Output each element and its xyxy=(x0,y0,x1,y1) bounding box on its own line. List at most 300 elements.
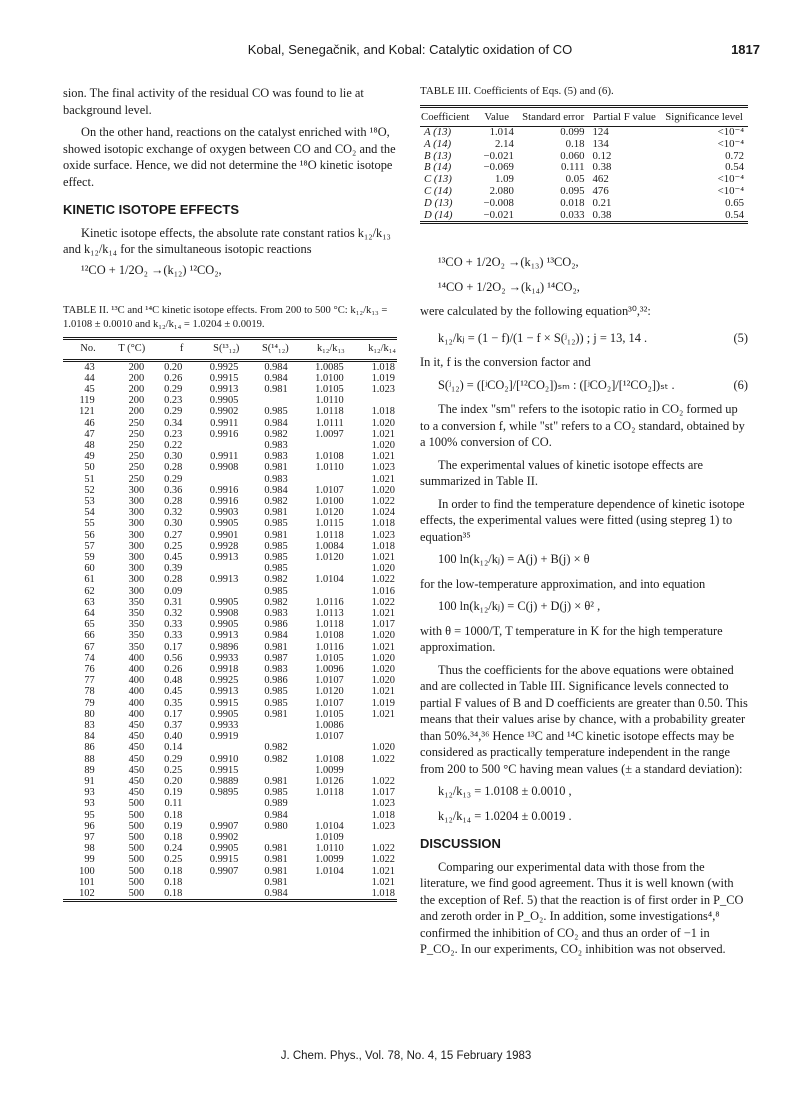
table-cell: 0.38 xyxy=(592,161,612,174)
table-row xyxy=(63,877,397,888)
table-cell: 0.24 xyxy=(164,843,183,855)
table-row xyxy=(63,586,397,597)
table-cell: 0.984 xyxy=(264,809,288,821)
table-cell: 0.22 xyxy=(164,439,183,451)
table-row xyxy=(63,854,397,865)
table-cell: 0.984 xyxy=(264,417,288,429)
table-cell: 0.36 xyxy=(164,484,183,496)
table-cell: 0.26 xyxy=(164,663,183,675)
table-cell: 0.9919 xyxy=(209,731,239,743)
table-cell: 43 xyxy=(84,361,95,373)
table-cell: 1.018 xyxy=(371,888,395,900)
table-cell: 0.9902 xyxy=(209,406,239,418)
table-row xyxy=(63,720,397,731)
table-cell: 64 xyxy=(84,607,95,619)
table-cell: 0.33 xyxy=(164,619,183,631)
table-iii-header-cell: Standard error xyxy=(522,110,585,123)
table-cell: 0.981 xyxy=(264,854,288,866)
table-cell: 102 xyxy=(79,888,95,900)
table-cell: 0.25 xyxy=(164,540,183,552)
table-cell: 250 xyxy=(128,439,145,451)
table-cell: 0.982 xyxy=(264,742,288,754)
table-cell: −0.069 xyxy=(483,161,514,174)
table-cell: 0.18 xyxy=(164,809,183,821)
table-cell: 60 xyxy=(84,563,95,575)
table-cell: 1.0086 xyxy=(315,720,344,731)
table-cell: 0.982 xyxy=(264,495,288,507)
table-row xyxy=(63,462,397,473)
table-cell: 91 xyxy=(84,776,95,788)
table-cell: 0.18 xyxy=(164,832,183,844)
table-cell: 95 xyxy=(84,809,95,821)
table-cell: 1.022 xyxy=(371,776,395,788)
table-cell: 98 xyxy=(84,843,95,855)
table-cell: 350 xyxy=(128,619,145,631)
table-row xyxy=(63,754,397,765)
table-cell: 0.9925 xyxy=(209,361,239,373)
table-cell: 0.25 xyxy=(164,854,183,866)
equation-reaction-13: ¹³CO + 1/2O₂ →(k₁₃) ¹³CO₂, xyxy=(438,255,579,270)
table-cell xyxy=(346,765,397,776)
table-cell: 0.31 xyxy=(164,596,183,608)
table-cell: 0.32 xyxy=(164,507,183,519)
table-cell: 62 xyxy=(84,585,95,597)
table-cell: B (13) xyxy=(424,149,452,162)
table-cell: 400 xyxy=(128,708,145,720)
table-cell: 0.985 xyxy=(264,585,288,597)
table-cell: 86 xyxy=(84,742,95,754)
table-cell: 1.0105 xyxy=(315,708,344,720)
table-cell: 1.020 xyxy=(371,742,395,754)
table-cell: 0.18 xyxy=(164,865,183,877)
equation-reaction-14: ¹⁴CO + 1/2O₂ →(k₁₄) ¹⁴CO₂, xyxy=(438,279,580,294)
table-cell: 0.989 xyxy=(264,798,288,810)
table-cell: 119 xyxy=(79,395,95,407)
table-cell xyxy=(184,563,240,574)
table-cell: 0.981 xyxy=(264,776,288,788)
table-cell: 1.023 xyxy=(371,820,395,832)
table-cell xyxy=(290,888,346,901)
table-row xyxy=(63,496,397,507)
table-cell: 0.984 xyxy=(264,361,288,373)
table-cell: 1.014 xyxy=(489,126,514,138)
table-cell: 0.981 xyxy=(264,843,288,855)
paragraph-calculated-by: were calculated by the following equation³⁰,³²: xyxy=(420,304,651,319)
journal-footer: J. Chem. Phys., Vol. 78, No. 4, 15 February 1983 xyxy=(280,1050,532,1062)
table-cell: 500 xyxy=(128,876,145,888)
table-cell xyxy=(346,720,397,731)
table-row xyxy=(63,731,397,742)
table-cell: 0.982 xyxy=(264,753,288,765)
table-cell: 0.19 xyxy=(164,787,183,799)
table-cell xyxy=(184,798,240,809)
table-cell: 83 xyxy=(84,720,95,731)
table-cell: 1.0115 xyxy=(315,518,344,530)
table-cell: 0.984 xyxy=(264,484,288,496)
table-cell: 0.40 xyxy=(164,731,183,743)
table-cell: 1.022 xyxy=(371,596,395,608)
table-cell: 0.9918 xyxy=(209,663,239,675)
table-cell: 1.0118 xyxy=(315,619,344,631)
table-cell: 0.9915 xyxy=(209,697,239,709)
table-cell: 500 xyxy=(128,820,145,832)
table-cell: 0.9895 xyxy=(209,787,239,799)
table-cell: 0.28 xyxy=(164,462,183,474)
table-row xyxy=(63,395,397,406)
table-cell xyxy=(346,832,397,843)
table-cell: 1.0099 xyxy=(315,854,344,866)
table-cell: 0.981 xyxy=(264,507,288,519)
table-cell: 1.024 xyxy=(371,507,395,519)
table-cell: 1.022 xyxy=(371,854,395,866)
table-cell: 0.72 xyxy=(725,149,744,162)
table-cell: 52 xyxy=(84,484,95,496)
table-cell: 350 xyxy=(128,607,145,619)
table-cell: 300 xyxy=(128,507,145,519)
table-cell: 74 xyxy=(84,652,95,664)
table-cell: 0.9928 xyxy=(209,540,239,552)
table-cell: 1.0108 xyxy=(315,630,344,642)
table-cell: 0.982 xyxy=(264,574,288,586)
table-cell: 0.17 xyxy=(164,641,183,653)
table-cell: 0.982 xyxy=(264,428,288,440)
table-cell: 1.0100 xyxy=(315,495,344,507)
table-row xyxy=(63,619,397,630)
table-cell: 0.981 xyxy=(264,462,288,474)
table-cell: 63 xyxy=(84,596,95,608)
table-cell: 1.0107 xyxy=(315,484,344,496)
table-cell: 0.983 xyxy=(264,663,288,675)
table-row xyxy=(63,742,397,753)
table-cell: 0.9911 xyxy=(210,451,239,463)
table-cell: 0.35 xyxy=(164,697,183,709)
left-column xyxy=(63,85,397,902)
table-cell: 0.980 xyxy=(264,820,288,832)
table-cell: 1.021 xyxy=(371,876,395,888)
table-cell: 450 xyxy=(128,776,145,788)
table-cell: 0.05 xyxy=(565,173,585,186)
table-row xyxy=(63,843,397,854)
table-cell xyxy=(290,474,346,485)
table-cell: 44 xyxy=(84,372,95,384)
table-cell: 0.32 xyxy=(164,607,183,619)
table-cell: 0.9903 xyxy=(209,507,239,519)
table-row xyxy=(63,552,397,563)
table-cell xyxy=(184,888,240,901)
table-cell: 0.033 xyxy=(560,208,585,221)
table-row xyxy=(420,127,748,139)
table-iii xyxy=(420,105,748,225)
table-cell: 1.017 xyxy=(371,619,395,631)
table-cell xyxy=(290,877,346,888)
table-cell: 66 xyxy=(84,630,95,642)
table-row xyxy=(63,451,397,462)
table-cell: 93 xyxy=(84,787,95,799)
table-cell: 350 xyxy=(128,641,145,653)
table-iii-header-cell: Significance level xyxy=(665,110,743,123)
table-cell: 45 xyxy=(84,383,95,395)
table-cell: 0.987 xyxy=(264,652,288,664)
table-cell: 1.018 xyxy=(371,540,395,552)
table-cell: 0.9913 xyxy=(209,686,239,698)
table-cell: 300 xyxy=(128,540,145,552)
table-row xyxy=(63,798,397,809)
table-ii-header-cell: S(¹⁴₁₂) xyxy=(262,343,289,354)
right-column xyxy=(420,85,748,958)
table-cell: 300 xyxy=(128,585,145,597)
paragraph-coefficients: Thus the coefficients for the above equations were obtained and are collected in Table III. Significance levels connected to partial F values of B and D coefficients are greater than 0.50. This means that their values arise by chance, with a probability greater than 50%.³⁴,³⁶ Hence ¹³C and ¹⁴C kinetic isotope effects may be considered as practically temperature independent in the range from 200 to 500 °C having mean values (± a standard deviation): xyxy=(420,662,748,776)
table-cell: 1.0116 xyxy=(315,641,344,653)
table-row xyxy=(63,474,397,485)
table-cell: 0.985 xyxy=(264,697,288,709)
table-cell: 59 xyxy=(84,551,95,563)
table-cell: 0.9925 xyxy=(209,675,239,687)
running-header xyxy=(0,42,812,62)
table-cell: <10⁻⁴ xyxy=(717,173,744,186)
table-cell: 0.29 xyxy=(164,473,183,485)
table-cell: 1.0116 xyxy=(315,596,344,608)
paragraph-low-temperature: for the low-temperature approximation, and into equation xyxy=(420,576,706,591)
table-cell: 0.984 xyxy=(264,372,288,384)
table-cell: 500 xyxy=(128,798,145,810)
table-cell: 400 xyxy=(128,652,145,664)
table-cell: 0.54 xyxy=(725,161,744,174)
table-cell: 450 xyxy=(128,753,145,765)
table-cell: 0.018 xyxy=(560,196,585,209)
table-cell: 1.021 xyxy=(371,641,395,653)
table-cell: 78 xyxy=(84,686,95,698)
paragraph-in-it: In it, f is the conversion factor and xyxy=(420,355,591,370)
table-cell: 1.016 xyxy=(371,585,395,597)
table-ii-header-cell: T (°C) xyxy=(118,343,146,354)
table-cell: 101 xyxy=(79,876,95,888)
table-cell: −0.008 xyxy=(483,196,514,209)
table-cell: 1.0107 xyxy=(315,731,344,743)
table-cell xyxy=(240,395,289,406)
table-cell: 1.020 xyxy=(371,663,395,675)
table-cell: 1.0097 xyxy=(315,428,344,440)
table-cell: 1.0113 xyxy=(315,607,344,619)
table-cell: 1.0126 xyxy=(315,776,344,788)
page-number: 1817 xyxy=(731,42,760,57)
table-cell: 200 xyxy=(128,395,145,407)
table-cell: 0.56 xyxy=(164,652,183,664)
table-cell: 96 xyxy=(84,820,95,832)
table-cell: 77 xyxy=(84,675,95,687)
table-cell: 0.986 xyxy=(264,619,288,631)
table-cell: 48 xyxy=(84,439,95,451)
equation-6-body: S(ʲ₁₂) = ([ʲCO₂]/[¹²CO₂])ₛₘ : ([ʲCO₂]/[¹²CO₂])ₛₜ . xyxy=(438,377,675,392)
table-cell: 46 xyxy=(84,417,95,429)
table-cell: 1.020 xyxy=(371,630,395,642)
table-cell xyxy=(290,563,346,574)
table-cell: 1.020 xyxy=(371,675,395,687)
table-cell: 1.0120 xyxy=(315,507,344,519)
section-heading-kinetic-isotope-effects: KINETIC ISOTOPE EFFECTS xyxy=(63,202,240,217)
table-cell: 0.983 xyxy=(264,607,288,619)
table-cell: 0.983 xyxy=(264,451,288,463)
table-cell: 1.0118 xyxy=(315,787,344,799)
table-cell: 450 xyxy=(128,764,145,776)
table-cell: 0.985 xyxy=(264,551,288,563)
table-cell: 400 xyxy=(128,697,145,709)
table-cell: 1.0107 xyxy=(315,697,344,709)
table-cell: 134 xyxy=(592,137,609,150)
table-cell: 0.30 xyxy=(164,518,183,530)
table-cell: 55 xyxy=(84,518,95,530)
table-ii-header-cell: k₁₂/k₁₄ xyxy=(368,343,396,354)
table-row xyxy=(63,597,397,608)
equation-reaction-12: ¹²CO + 1/2O₂ →(k₁₂) ¹²CO₂, xyxy=(81,262,222,277)
table-cell: 1.0096 xyxy=(315,663,344,675)
equation-6-number: (6) xyxy=(733,377,748,392)
table-cell: 1.023 xyxy=(371,529,395,541)
table-cell: 121 xyxy=(79,406,95,418)
table-cell: 0.984 xyxy=(264,630,288,642)
paragraph-residual-co: sion. The final activity of the residual CO was found to lie at background level. xyxy=(63,86,364,117)
table-cell xyxy=(290,742,346,753)
table-row xyxy=(63,653,397,664)
table-cell: 300 xyxy=(128,551,145,563)
table-cell: <10⁻⁴ xyxy=(717,184,744,197)
table-cell: 0.982 xyxy=(264,596,288,608)
table-cell: 0.29 xyxy=(164,406,183,418)
table-cell: 400 xyxy=(128,663,145,675)
table-cell: 67 xyxy=(84,641,95,653)
table-cell: 1.021 xyxy=(371,551,395,563)
table-cell: 1.0105 xyxy=(315,652,344,664)
table-cell: 0.985 xyxy=(264,540,288,552)
table-cell: 0.17 xyxy=(164,708,183,720)
table-cell: 0.9907 xyxy=(209,820,239,832)
table-cell: 1.0110 xyxy=(315,462,344,474)
table-cell: 1.021 xyxy=(371,451,395,463)
table-cell: 0.54 xyxy=(725,208,744,221)
table-cell: 400 xyxy=(128,686,145,698)
table-cell: 0.37 xyxy=(164,720,183,731)
table-cell: 1.023 xyxy=(371,798,395,810)
table-iii-header-cell: Value xyxy=(484,110,509,123)
table-cell: 0.9905 xyxy=(209,708,239,720)
table-row xyxy=(63,709,397,720)
table-cell: 450 xyxy=(128,787,145,799)
table-cell: 1.021 xyxy=(371,607,395,619)
table-cell: 76 xyxy=(84,663,95,675)
table-cell: 0.20 xyxy=(164,776,183,788)
table-cell: 51 xyxy=(84,473,95,485)
table-cell: 500 xyxy=(128,832,145,844)
table-cell: 0.985 xyxy=(264,787,288,799)
table-cell: 1.0104 xyxy=(315,574,344,586)
equation-5-number: (5) xyxy=(733,330,748,345)
table-cell: 250 xyxy=(128,462,145,474)
paragraph-theta: with θ = 1000/T, T temperature in K for the high temperature approximation. xyxy=(420,623,723,655)
equation-low-temperature: 100 ln(k₁₂/kⱼ) = A(j) + B(j) × θ xyxy=(438,552,590,567)
table-cell: 0.981 xyxy=(264,641,288,653)
table-cell: 2.080 xyxy=(489,184,514,197)
table-cell: 0.981 xyxy=(264,876,288,888)
table-iii-caption: TABLE III. Coefficients of Eqs. (5) and (6). xyxy=(420,85,614,97)
table-ii-caption: TABLE II. ¹³C and ¹⁴C kinetic isotope effects. From 200 to 500 °C: k₁₂/k₁₃ = 1.0108 ± 0.0010 and k₁₂/k₁₄ = 1.0204 ± 0.0019. xyxy=(63,305,388,330)
table-cell: 99 xyxy=(84,854,95,866)
table-cell: <10⁻⁴ xyxy=(717,137,744,150)
table-cell: 0.9905 xyxy=(209,843,239,855)
table-row xyxy=(63,429,397,440)
table-cell: 1.022 xyxy=(371,574,395,586)
table-cell: 300 xyxy=(128,484,145,496)
table-cell: 1.020 xyxy=(371,439,395,451)
table-cell xyxy=(290,586,346,597)
table-row xyxy=(63,832,397,843)
table-cell: 450 xyxy=(128,731,145,743)
table-cell: 0.9916 xyxy=(209,495,239,507)
table-row xyxy=(63,485,397,496)
table-cell: 1.021 xyxy=(371,428,395,440)
table-cell: 0.9896 xyxy=(209,641,239,653)
table-cell: 300 xyxy=(128,495,145,507)
table-row xyxy=(420,186,748,198)
table-cell: 1.0108 xyxy=(315,451,344,463)
table-cell: 0.9915 xyxy=(209,764,239,776)
table-cell: 1.020 xyxy=(371,484,395,496)
table-row xyxy=(63,360,397,373)
table-cell: 1.0120 xyxy=(315,551,344,563)
table-cell: 0.14 xyxy=(164,742,183,754)
table-cell: −0.021 xyxy=(483,149,514,162)
table-cell: 500 xyxy=(128,809,145,821)
table-cell: 1.0085 xyxy=(315,361,344,373)
table-cell: 1.0111 xyxy=(315,417,344,429)
table-cell: D (14) xyxy=(424,208,453,221)
table-cell: 300 xyxy=(128,563,145,575)
table-cell: 0.9910 xyxy=(209,753,239,765)
table-cell: 476 xyxy=(592,184,609,197)
table-cell: 0.19 xyxy=(164,820,183,832)
table-row xyxy=(63,530,397,541)
table-row xyxy=(63,888,397,901)
table-cell: 0.9902 xyxy=(209,832,239,844)
table-row xyxy=(63,675,397,686)
table-cell: 50 xyxy=(84,462,95,474)
table-cell: 1.020 xyxy=(371,417,395,429)
paragraph-kie-intro: Kinetic isotope effects, the absolute rate constant ratios k₁₂/k₁₃ and k₁₂/k₁₄ for the simultaneous isotopic reactions xyxy=(63,225,391,256)
table-row xyxy=(420,210,748,223)
table-cell: 1.018 xyxy=(371,518,395,530)
table-ii-header-cell: S(¹³₁₂) xyxy=(213,343,240,354)
paragraph-temperature-dependence: In order to find the temperature dependence of kinetic isotope effects, the experimental values were fitted (using stepreg 1) to equation³⁵ xyxy=(420,496,745,544)
table-cell: 1.0105 xyxy=(315,383,344,395)
table-cell: A (14) xyxy=(424,137,452,150)
table-row xyxy=(63,664,397,675)
table-cell: 400 xyxy=(128,675,145,687)
equation-high-temperature: 100 ln(k₁₂/kⱼ) = C(j) + D(j) × θ² , xyxy=(438,599,601,614)
table-cell: 1.09 xyxy=(494,173,514,186)
table-cell: B (14) xyxy=(424,161,452,174)
table-cell: 88 xyxy=(84,753,95,765)
table-cell xyxy=(240,720,289,731)
table-cell: 1.022 xyxy=(371,495,395,507)
table-cell: 200 xyxy=(128,361,145,373)
table-cell: 0.111 xyxy=(561,161,585,174)
table-cell: C (14) xyxy=(424,184,452,197)
table-cell: 0.9933 xyxy=(209,652,239,664)
table-cell: 1.018 xyxy=(371,406,395,418)
table-cell: A (13) xyxy=(424,126,452,138)
table-cell: D (13) xyxy=(424,196,453,209)
table-iii-header-cell: Coefficient xyxy=(421,110,470,123)
table-cell xyxy=(346,731,397,742)
table-cell: 1.023 xyxy=(371,462,395,474)
